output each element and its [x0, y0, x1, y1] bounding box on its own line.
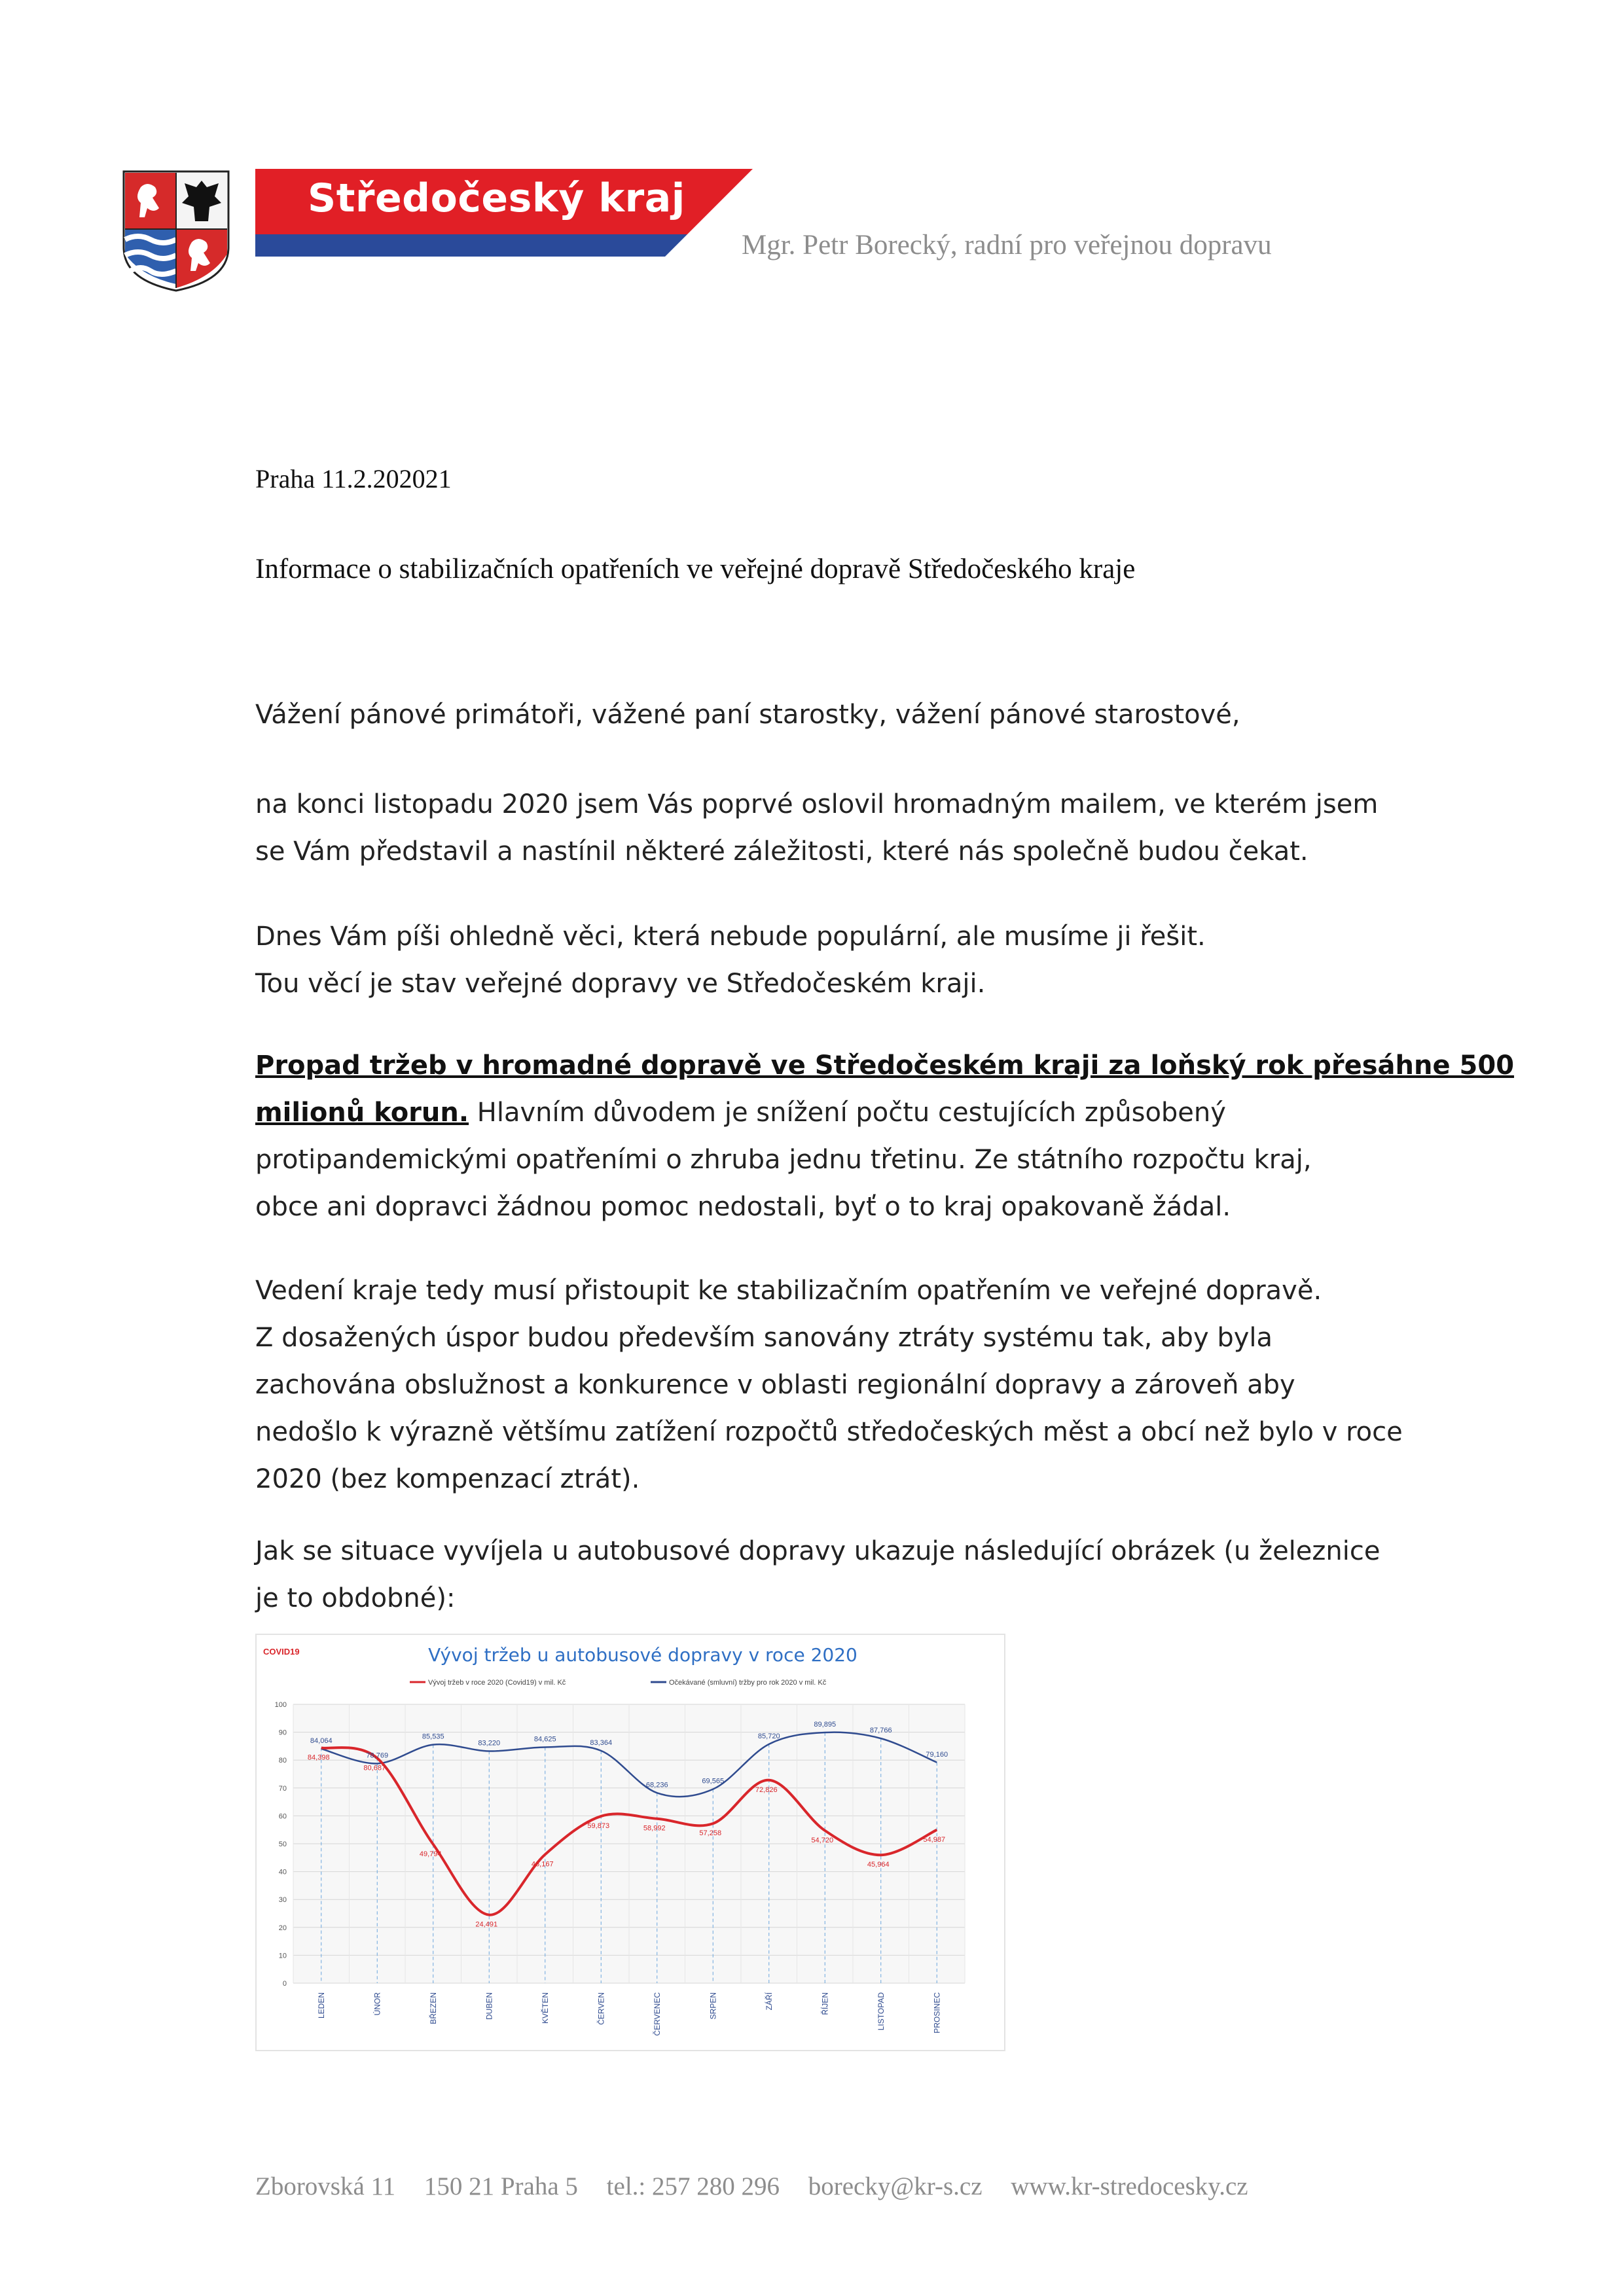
legend-label-actual: Vývoj tržeb v roce 2020 (Covid19) v mil. Kč: [428, 1679, 566, 1687]
letter-subject: Informace o stabilizačních opatřeních ve veřejné dopravě Středočeského kraje: [255, 554, 1136, 584]
data-label-expected: 84,064: [310, 1736, 333, 1745]
brand-banner-blue: [255, 234, 687, 257]
legend-label-expected: Očekávané (smluvní) tržby pro rok 2020 v mil. Kč: [669, 1679, 827, 1687]
paragraph-line: Z dosažených úspor budou především sanovány ztráty systému tak, aby byla: [255, 1323, 1273, 1353]
data-label-actual: 72,826: [755, 1785, 778, 1794]
y-tick-label: 30: [278, 1896, 287, 1905]
revenue-chart-svg: [257, 1635, 1004, 2050]
footer-contact: [255, 2172, 1271, 2201]
y-tick-label: 100: [274, 1701, 287, 1709]
paragraph-line: je to obdobné):: [255, 1583, 456, 1613]
data-label-expected: 85,535: [422, 1732, 444, 1741]
footer-city: 150 21 Praha 5: [424, 2172, 578, 2200]
x-tick-label: ÚNOR: [372, 1992, 382, 2016]
paragraph-chart-intro: [255, 1528, 1420, 1622]
data-label-actual: 57,258: [699, 1829, 722, 1838]
revenue-drop-highlight: Propad tržeb v hromadné dopravě ve Středočeském kraji za loňský rok přesáhne 500: [255, 1050, 1515, 1081]
paragraph-intro: [255, 781, 1420, 875]
y-tick-label: 90: [278, 1729, 287, 1737]
paragraph-line: Dnes Vám píši ohledně věci, která nebude populární, ale musíme ji řešit.: [255, 922, 1206, 952]
data-label-actual: 46,167: [531, 1860, 554, 1869]
data-label-expected: 79,160: [926, 1750, 948, 1759]
revenue-chart: [255, 1634, 1005, 2051]
x-tick-label: BŘEZEN: [428, 1992, 438, 2024]
data-label-actual: 58,992: [643, 1824, 666, 1833]
data-label-expected: 68,236: [645, 1781, 668, 1789]
x-tick-label: KVĚTEN: [540, 1992, 550, 2024]
paragraph-revenue-drop: [255, 1042, 1515, 1230]
data-label-expected: 78,769: [366, 1751, 389, 1760]
data-label-expected: 89,895: [814, 1721, 837, 1729]
footer-street: Zborovská 11: [255, 2172, 396, 2200]
paragraph-line: Jak se situace vyvíjela u autobusové dopravy ukazuje následující obrázek (u železnice: [255, 1536, 1380, 1566]
chart-legend: [410, 1679, 827, 1687]
footer-web: www.kr-stredocesky.cz: [1011, 2172, 1248, 2200]
footer-email: borecky@kr-s.cz: [808, 2172, 983, 2200]
chart-title: Vývoj tržeb u autobusové dopravy v roce 2020: [428, 1644, 857, 1666]
data-label-expected: 69,565: [702, 1777, 725, 1785]
x-tick-label: ZÁŘÍ: [764, 1992, 774, 2011]
x-tick-label: LEDEN: [316, 1992, 326, 2019]
x-tick-label: LISTOPAD: [876, 1992, 886, 2031]
y-tick-label: 50: [278, 1840, 287, 1848]
paragraph-topic: [255, 913, 1420, 1007]
paragraph-line: Vedení kraje tedy musí přistoupit ke stabilizačním opatřením ve veřejné dopravě.: [255, 1276, 1322, 1306]
y-tick-label: 10: [278, 1952, 287, 1960]
x-tick-label: DUBEN: [484, 1992, 494, 2020]
y-tick-label: 80: [278, 1757, 287, 1765]
footer-phone: tel.: 257 280 296: [606, 2172, 780, 2200]
paragraph-line: se Vám představil a nastínil některé záležitosti, které nás společně budou čekat.: [255, 836, 1308, 867]
paragraph-measures: [255, 1267, 1420, 1503]
paragraph-line: protipandemickými opatřeními o zhruba jednu třetinu. Ze státního rozpočtu kraj,: [255, 1145, 1312, 1175]
paragraph-line: Tou věcí je stav veřejné dopravy ve Středočeském kraji.: [255, 969, 986, 999]
data-label-actual: 49,794: [419, 1850, 442, 1858]
data-label-expected: 83,220: [478, 1739, 501, 1748]
paragraph-line: na konci listopadu 2020 jsem Vás poprvé oslovil hromadným mailem, ve kterém jsem: [255, 789, 1379, 819]
data-label-actual: 54,987: [923, 1835, 946, 1844]
chart-corner-label: COVID19: [263, 1647, 300, 1657]
paragraph-text: Hlavním důvodem je snížení počtu cestujících způsobený: [469, 1098, 1226, 1128]
y-tick-label: 20: [278, 1924, 287, 1932]
paragraph-line: 2020 (bez kompenzací ztrát).: [255, 1464, 640, 1494]
data-label-expected: 83,364: [590, 1738, 613, 1747]
paragraph-line: obce ani dopravci žádnou pomoc nedostali, byť o to kraj opakovaně žádal.: [255, 1192, 1231, 1222]
revenue-drop-highlight: milionů korun.: [255, 1098, 469, 1128]
brand-name: Středočeský kraj: [308, 175, 685, 221]
x-tick-label: ČERVEN: [596, 1992, 606, 2025]
paragraph-line: nedošlo k výrazně většímu zatížení rozpočtů středočeských měst a obcí než bylo v roce: [255, 1417, 1403, 1447]
data-label-expected: 85,720: [757, 1732, 780, 1740]
data-label-actual: 80,687: [363, 1764, 386, 1772]
salutation-text: Vážení pánové primátoři, vážené paní starostky, vážení pánové starostové,: [255, 700, 1240, 730]
y-tick-label: 70: [278, 1784, 287, 1793]
y-tick-label: 0: [282, 1980, 287, 1988]
data-label-actual: 54,720: [811, 1836, 834, 1844]
data-label-expected: 84,625: [533, 1735, 556, 1744]
x-tick-label: SRPEN: [708, 1992, 718, 2020]
x-tick-label: ŘÍJEN: [820, 1992, 830, 2015]
data-label-actual: 45,964: [867, 1861, 890, 1869]
data-label-actual: 84,398: [307, 1753, 330, 1762]
paragraph-line: zachována obslužnost a konkurence v oblasti regionální dopravy a zároveň aby: [255, 1370, 1295, 1400]
coat-of-arms-logo: [121, 169, 231, 293]
data-label-expected: 87,766: [869, 1727, 892, 1735]
data-label-actual: 24,491: [475, 1920, 498, 1929]
x-tick-label: PROSINEC: [932, 1992, 942, 2034]
letter-date: Praha 11.2.202021: [255, 464, 452, 493]
x-tick-label: ČERVENEC: [652, 1992, 662, 2036]
y-tick-label: 40: [278, 1868, 287, 1876]
data-label-actual: 59,873: [587, 1821, 610, 1830]
y-tick-label: 60: [278, 1812, 287, 1821]
official-name: Mgr. Petr Borecký, radní pro veřejnou dopravu: [742, 230, 1272, 260]
salutation: [255, 691, 1420, 738]
